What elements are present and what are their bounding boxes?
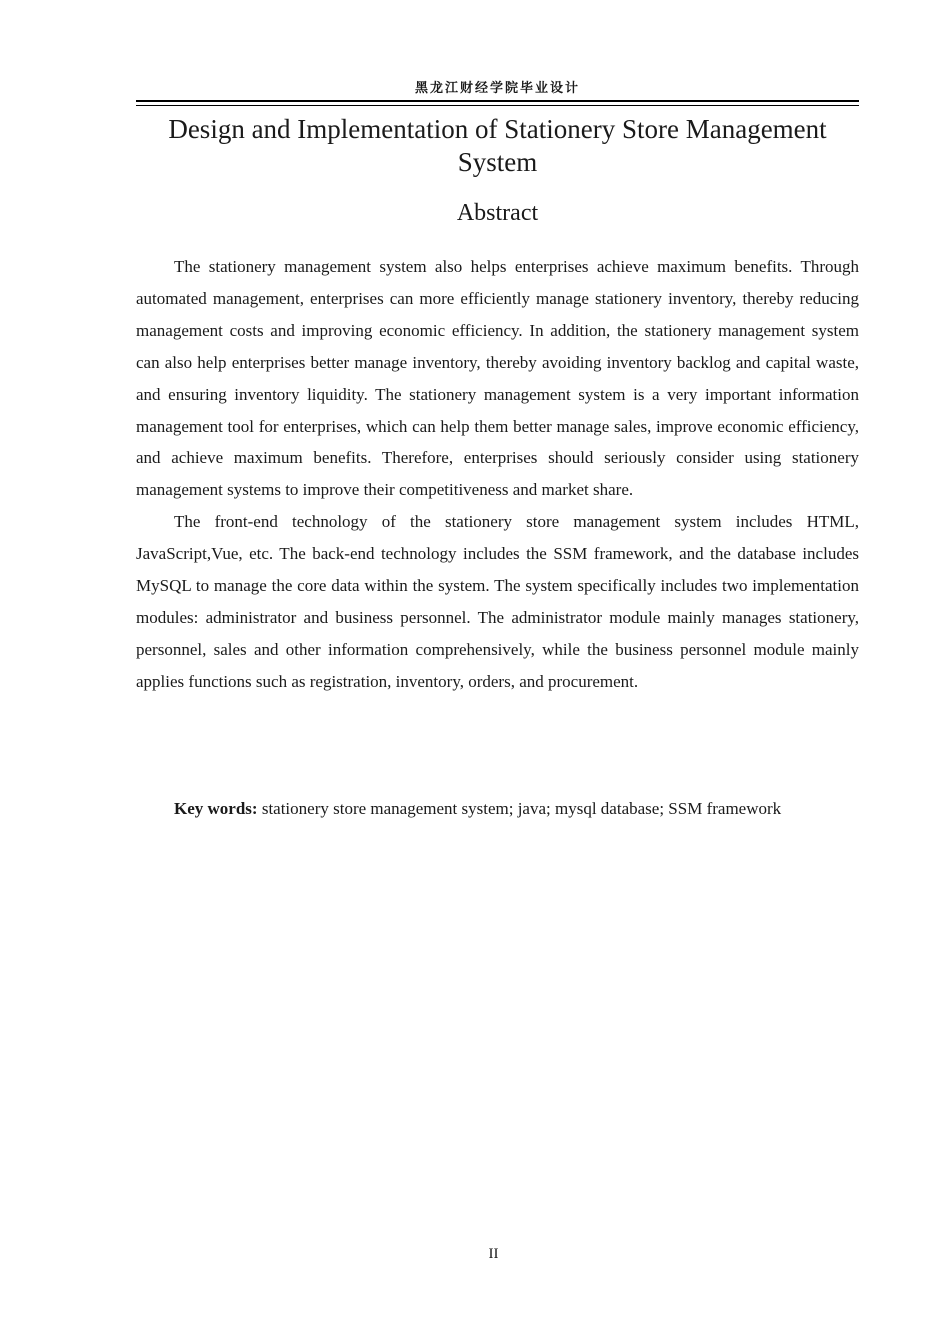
document-title: Design and Implementation of Stationery Store Management System (168, 114, 827, 177)
abstract-heading: Abstract (456, 200, 539, 226)
keywords-label: Key words: (174, 799, 258, 818)
page-number: II (488, 1246, 499, 1262)
abstract-paragraph-1: The stationery management system also helps enterprises achieve maximum benefits. Through automated management, enterprises can more efficiently manage stationery inventory, thereby reducing management costs and improving economic efficiency. In addition, the stationery management system can also help enterprises better manage inventory, thereby avoiding inventory backlog and capital waste, and ensuring inventory liquidity. The stationery management system is a very important information management tool for enterprises, which can help them better manage sales, improve economic efficiency, and achieve maximum benefits. Therefore, enterprises should seriously consider using stationery management systems to improve their competitiveness and market share. (136, 257, 859, 500)
keywords-line (136, 793, 859, 825)
abstract-paragraph-2: The front-end technology of the stationery store management system includes HTML, JavaScript,Vue, etc. The back-end technology includes the SSM framework, and the database includes MySQL to manage the core data within the system. The system specifically includes two implementation modules: administrator and business personnel. The administrator module mainly manages stationery, personnel, sales and other information comprehensively, while the business personnel module mainly applies functions such as registration, inventory, orders, and procurement. (136, 512, 859, 691)
running-header: 黑龙江财经学院毕业设计 (414, 81, 580, 96)
abstract-body (136, 251, 859, 698)
keywords-text: stationery store management system; java; mysql database; SSM framework (261, 799, 782, 818)
header-double-rule (136, 100, 859, 106)
document-page (136, 0, 859, 1344)
